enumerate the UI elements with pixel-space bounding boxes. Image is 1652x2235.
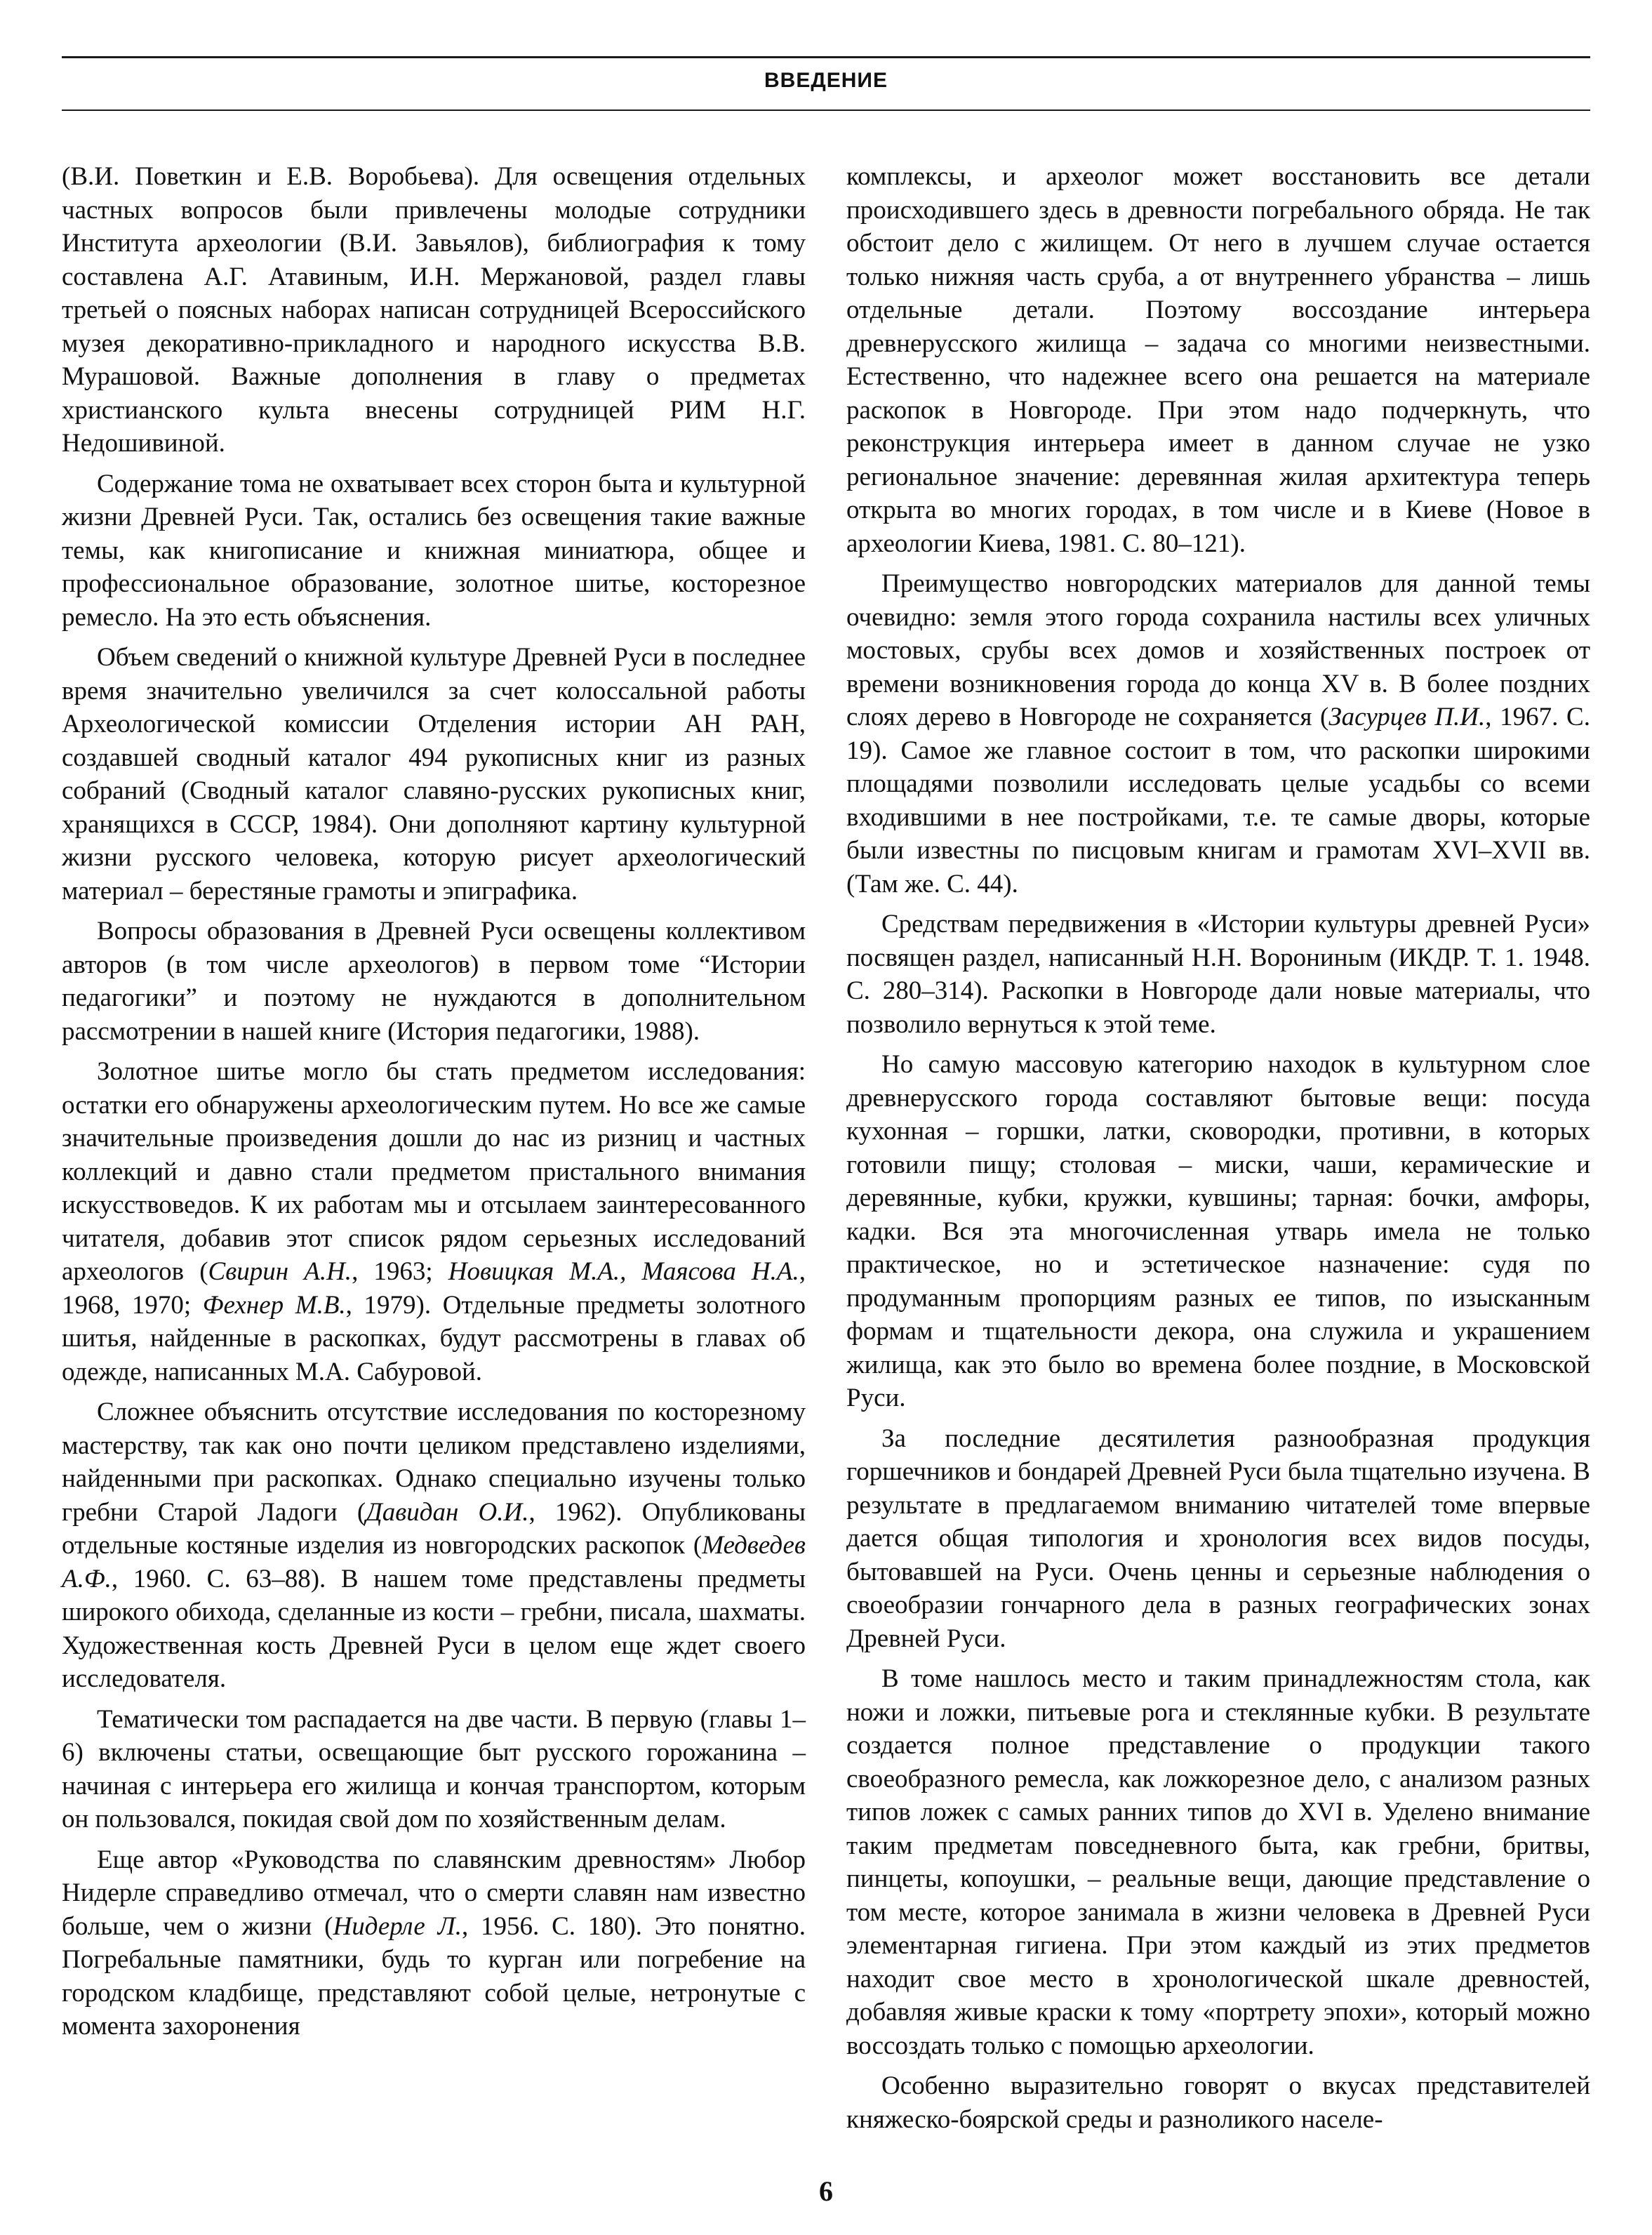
paragraph: Объем сведений о книжной культуре Древней Руси в последнее время значительно увеличился за счет колоссальной работы Археологической комиссии Отделения истории АН РАН, создавшей сводный каталог 494 рукописных книг из разных собраний (Сводный каталог славяно-русских рукописных книг, хранящихся в СССР, 1984). Они дополняют картину культурной жизни русского человека, которую рисует археологический материал – берестяные грамоты и эпиграфика. [62, 643, 806, 906]
paragraph: В томе нашлось место и таким принадлежностям стола, как ножи и ложки, питьевые рога и стеклянные кубки. В результате создается полное представление о продукции такого своеобразного ремесла, как ложкорезное дело, с анализом разных типов ложек с самых ранних типов до XVI в. Уделено внимание таким предметам повседневного быта, как гребни, бритвы, пинцеты, копоушки, – реальные вещи, дающие представление о том месте, которое занимала в жизни человека в Древней Руси элементарная гигиена. При этом каждый из этих предметов находит свое место в хронологической шкале древностей, добавляя живые краски к тому «портрету эпохи», который можно воссоздать только с помощью археологии. [846, 1664, 1590, 2060]
text-run: , 1956. С. 180). Это понятно. Погребальные памятники, будь то курган или погребение на городском кладбище, представляют собой целые, нетронутые с момента захоронения [62, 1911, 806, 2041]
paragraph: Но самую массовую категорию находок в культурном слое древнерусского города составляют бытовые вещи: посуда кухонная – горшки, латки, сковородки, противни, в которых готовили пищу; столовая – миски, чаши, керамические и деревянные, кубки, кружки, кувшины; тарная: бочки, амфоры, кадки. Вся эта многочисленная утварь имела не только практическое, но и эстетическое назначение: судя по продуманным пропорциям разных ее типов, по изысканным формам и тщательности декора, она служила и украшением жилища, как это было во времена более поздние, в Московской Руси. [846, 1050, 1590, 1412]
paragraph [62, 1055, 806, 1388]
citation-author: Новицкая М.А., Маясова Н.А. [448, 1257, 799, 1286]
running-head: ВВЕДЕНИЕ [764, 69, 888, 92]
text-run: Еще автор «Руководства по славянским древностям» Любор Нидерле справедливо отмечал, что о смерти славян нам известно больше, чем о жизни ( [62, 1845, 806, 1941]
page-number: 6 [819, 2175, 833, 2207]
left-column [62, 160, 806, 2050]
text-run: , 1963; [352, 1257, 448, 1286]
text-run: Преимущество новгородских материалов для данной темы очевидно: земля этого города сохранила настилы всех уличных мостовых, срубы всех домов и хозяйственных построек от времени возникновения города до конца XV в. В более поздних слоях дерево в Новгороде не сохраняется ( [846, 569, 1590, 731]
paragraph: (В.И. Поветкин и Е.В. Воробьева). Для освещения отдельных частных вопросов были привлечены молодые сотрудники Института археологии (В.И. Завьялов), библиография к тому составлена А.Г. Атавиным, И.Н. Мержановой, раздел главы третьей о поясных наборах написан сотрудницей Всероссийского музея декоративно-прикладного и народного искусства В.В. Мурашовой. Важные дополнения в главу о предметах христианского культа внесены сотрудницей РИМ Н.Г. Недошивиной. [62, 162, 806, 458]
text-run: Сложнее объяснить отсутствие исследования по косторезному мастерству, так как оно почти целиком представлено изделиями, найденными при раскопках. Однако специально изучены только гребни Старой Ладоги ( [62, 1398, 806, 1527]
paragraph [62, 1843, 806, 2043]
paragraph: За последние десятилетия разнообразная продукция горшечников и бондарей Древней Руси была тщательно изучена. В результате в предлагаемом вниманию читателей томе впервые дается общая типология и хронология всех видов посуды, бытовавшей на Руси. Очень ценны и серьезные наблюдения о своеобразии гончарного дела в разных географических зонах Древней Руси. [846, 1424, 1590, 1653]
paragraph: Тематически том распадается на две части. В первую (главы 1–6) включены статьи, освещающие быт русского горожанина – начиная с интерьера его жилища и кончая транспортом, которым он пользовался, покидая свой дом по хозяйственным делам. [62, 1704, 806, 1833]
text-run: , 1967. С. 19). Самое же главное состоит в том, что раскопки широкими площадями позволили исследовать целые усадьбы со всеми входившими в нее постройками, т.е. те самые дворы, которые были известны по писцовым книгам и грамотам XVI–XVII вв. (Там же. С. 44). [846, 703, 1590, 898]
citation-author: Засурцев П.И. [1328, 703, 1486, 731]
right-column [846, 160, 1590, 2143]
text-run: , 1962). Опубликованы отдельные костяные изделия из новгородских раскопок ( [62, 1497, 806, 1560]
text-run: , 1968, 1970; [62, 1257, 806, 1320]
paragraph: комплексы, и археолог может восстановить все детали происходившего здесь в древности погребального обряда. Не так обстоит дело с жилищем. От него в лучшем случае остается только нижняя часть сруба, а от внутреннего убранства – лишь отдельные детали. Поэтому воссоздание интерьера древнерусского жилища – задача со многими неизвестными. Естественно, что надежнее всего она решается на материале раскопок в Новгороде. При этом надо подчеркнуть, что реконструкция интерьера имеет в данном случае не узко региональное значение: деревянная жилая архитектура теперь открыта во многих городах, в том числе и в Киеве (Новое в археологии Киева, 1981. С. 80–121). [846, 162, 1590, 558]
text-run: , 1960. С. 63–88). В нашем томе представлены предметы широкого обихода, сделанные из кости – гребни, писала, шахматы. Художественная кость Древней Руси в целом еще ждет своего исследователя. [62, 1564, 806, 1693]
paragraph: Особенно выразительно говорят о вкусах представителей княжеско-боярской среды и разноликого населе- [846, 2071, 1590, 2134]
citation-author: Свирин А.Н. [208, 1257, 352, 1286]
paragraph [62, 1395, 806, 1696]
text-run: , 1979). Отдельные предметы золотного шитья, найденные в раскопках, будут рассмотрены в главах об одежде, написанных М.А. Сабуровой. [62, 1290, 806, 1386]
paragraph: Вопросы образования в Древней Руси освещены коллективом авторов (в том числе археологов) в первом томе “Истории педагогики” и поэтому не нуждаются в дополнительном рассмотрении в нашей книге (История педагогики, 1988). [62, 917, 806, 1046]
citation-author: Давидан О.И. [366, 1497, 529, 1527]
citation-author: Нидерле Л. [333, 1911, 462, 1941]
paragraph: Средствам передвижения в «Истории культуры древней Руси» посвящен раздел, написанный Н.Н. Ворониным (ИКДР. Т. 1. 1948. С. 280–314). Раскопки в Новгороде дали новые материалы, что позволило вернуться к этой теме. [846, 910, 1590, 1039]
paragraph: Содержание тома не охватывает всех сторон быта и культурной жизни Древней Руси. Так, остались без освещения такие важные темы, как книгописание и книжная миниатюра, общее и профессиональное образование, золотное шитье, косторезное ремесло. На это есть объяснения. [62, 469, 806, 632]
text-run: Золотное шитье могло бы стать предметом исследования: остатки его обнаружены археологическим путем. Но все же самые значительные произведения дошли до нас из ризниц и частных коллекций и давно стали предметом пристального внимания искусствоведов. К их работам мы и отсылаем заинтересованного читателя, добавив этот список рядом серьезных исследований археологов ( [62, 1057, 806, 1286]
paragraph [846, 567, 1590, 901]
citation-author: Фехнер М.В. [202, 1290, 346, 1320]
header-top-rule [62, 56, 1590, 58]
citation-author: Медведев А.Ф. [62, 1531, 806, 1593]
book-page [62, 42, 1590, 2207]
header-bottom-rule [62, 110, 1590, 111]
